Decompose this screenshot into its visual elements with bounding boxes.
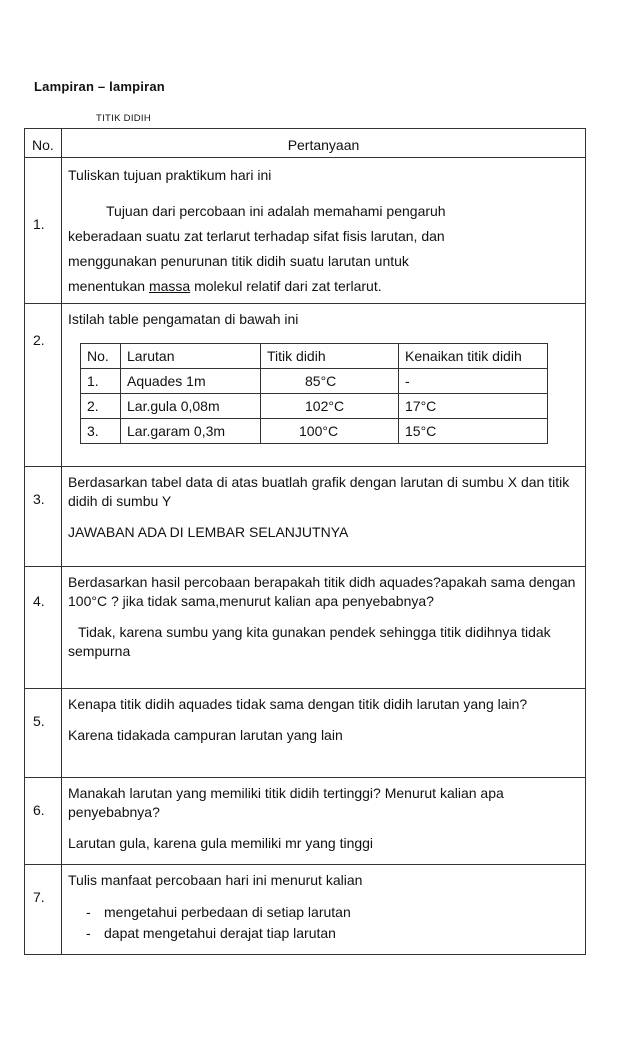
question-text: Manakah larutan yang memiliki titik didih tertinggi? Menurut kalian apa penyebabnya? bbox=[68, 785, 504, 820]
header-question: Pertanyaan bbox=[62, 129, 586, 158]
question-table bbox=[24, 128, 586, 955]
list-item: - dapat mengetahui derajat tiap larutan bbox=[86, 925, 336, 941]
row-number: 2. bbox=[33, 332, 45, 348]
observation-row: 2. Lar.gula 0,08m 102°C 17°C bbox=[81, 394, 548, 419]
page-heading: Lampiran – lampiran bbox=[34, 79, 165, 94]
table-row bbox=[25, 689, 586, 778]
answer-line: keberadaan suatu zat terlarut terhadap sifat fisis larutan, dan bbox=[68, 228, 445, 244]
header-no: No. bbox=[25, 129, 62, 158]
question-text: Tulis manfaat percobaan hari ini menurut kalian bbox=[68, 872, 363, 888]
answer-text: Larutan gula, karena gula memiliki mr yang tinggi bbox=[68, 835, 374, 851]
row-number: 7. bbox=[33, 889, 45, 905]
question-text: Tuliskan tujuan praktikum hari ini bbox=[68, 167, 272, 183]
row-number: 1. bbox=[33, 216, 45, 232]
table-row bbox=[25, 304, 586, 467]
answer-text: Tidak, karena sumbu yang kita gunakan pendek sehingga titik didihnya tidak sempurna bbox=[68, 624, 551, 659]
table-row bbox=[25, 567, 586, 689]
question-text: Berdasarkan hasil percobaan berapakah titik didh aquades?apakah sama dengan 100°C ? jika tidak sama,menurut kalian apa penyebabnya? bbox=[68, 574, 576, 609]
row-number: 4. bbox=[33, 593, 45, 609]
answer-text: JAWABAN ADA DI LEMBAR SELANJUTNYA bbox=[68, 524, 349, 540]
observation-row: 3. Lar.garam 0,3m 100°C 15°C bbox=[81, 419, 548, 444]
question-text: Istilah table pengamatan di bawah ini bbox=[68, 311, 299, 327]
page-subheading: TITIK DIDIH bbox=[96, 113, 152, 124]
answer-line: menentukan massa molekul relatif dari zat terlarut. bbox=[68, 278, 382, 294]
underlined-word: massa bbox=[148, 278, 191, 294]
row-number: 5. bbox=[33, 713, 45, 729]
row-number: 3. bbox=[33, 491, 45, 507]
table-row bbox=[25, 467, 586, 567]
list-item: - mengetahui perbedaan di setiap larutan bbox=[86, 904, 351, 920]
observation-table bbox=[80, 343, 548, 444]
table-header-row bbox=[25, 129, 586, 158]
observation-header-row: No. Larutan Titik didih Kenaikan titik didih bbox=[81, 344, 548, 369]
benefit-list bbox=[68, 902, 577, 944]
table-row bbox=[25, 865, 586, 955]
answer-text: Karena tidakada campuran larutan yang lain bbox=[68, 727, 343, 743]
question-text: Berdasarkan tabel data di atas buatlah grafik dengan larutan di sumbu X dan titik didih di sumbu Y bbox=[68, 474, 570, 509]
table-row bbox=[25, 778, 586, 865]
row-number: 6. bbox=[33, 802, 45, 818]
table-row bbox=[25, 158, 586, 304]
answer-line: menggunakan penurunan titik didih suatu larutan untuk bbox=[68, 253, 409, 269]
answer-line: Tujuan dari percobaan ini adalah memahami pengaruh bbox=[106, 203, 446, 219]
question-text: Kenapa titik didih aquades tidak sama dengan titik didih larutan yang lain? bbox=[68, 696, 528, 712]
observation-row: 1. Aquades 1m 85°C - bbox=[81, 369, 548, 394]
